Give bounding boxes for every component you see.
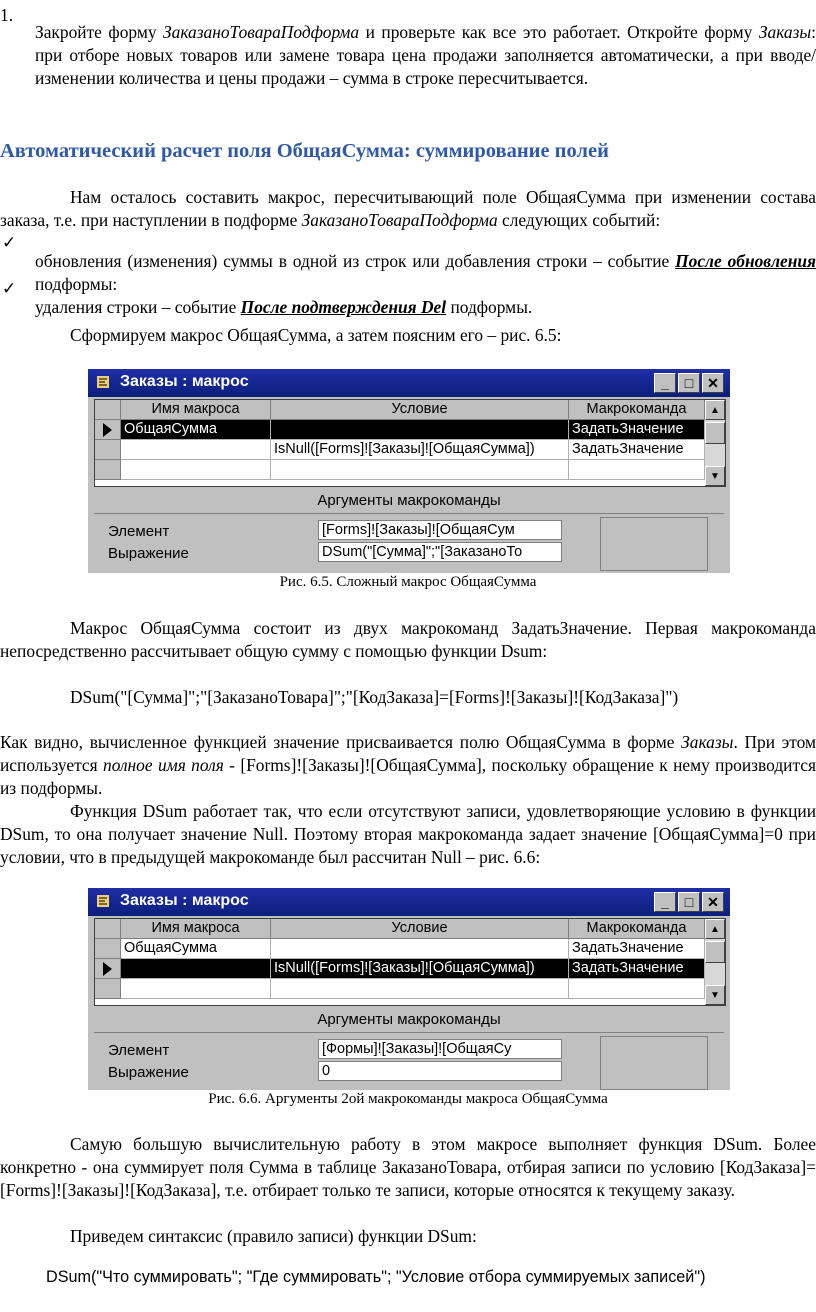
help-info-box (600, 1036, 708, 1090)
vertical-scrollbar[interactable] (705, 400, 725, 486)
argument-field-element[interactable]: [Формы]![Заказы]![ОбщаяСу (318, 1039, 562, 1059)
text-span: подформы: (35, 274, 118, 295)
row-selector[interactable] (95, 420, 121, 440)
italic-form-name: ЗаказаноТовараПодформа (163, 22, 360, 43)
bullet-1 (35, 250, 816, 296)
text-span: следующих событий: (497, 210, 661, 230)
macro-grid (94, 399, 726, 487)
help-info-box (600, 517, 708, 571)
section-heading: Автоматический расчет поля ОбщаяСумма: суммирование полей (0, 140, 609, 162)
current-row-arrow-icon (103, 962, 112, 976)
cell-condition[interactable]: IsNull([Forms]![Заказы]![ОбщаяСумма]) (271, 440, 569, 460)
macro-icon (96, 375, 110, 389)
cell-condition[interactable] (271, 939, 569, 959)
text-span: и проверьте как все это работает. Откройте форму (359, 22, 759, 43)
row-selector[interactable] (95, 440, 121, 460)
minimize-button[interactable]: _ (654, 373, 676, 393)
italic-term: полное имя поля (103, 755, 224, 775)
macro-window-fig-6-6 (88, 888, 730, 1090)
figure-caption: Рис. 6.5. Сложный макрос ОбщаяСумма (279, 574, 537, 590)
cell-command[interactable] (569, 979, 705, 999)
row-selector-header (95, 919, 121, 939)
row-selector-header (95, 400, 121, 420)
dsum-syntax: DSum("Что суммировать"; "Где суммировать"; "Условие отбора суммируемых записей") (46, 1268, 706, 1286)
figure-caption: Рис. 6.6. Аргументы 2ой макрокоманды макроса ОбщаяСумма (208, 1091, 608, 1107)
text-span: Как видно, вычисленное функцией значение присваивается полю ОбщаяСумма в форме (0, 732, 682, 752)
text-span: Закройте форму (35, 22, 164, 43)
maximize-button[interactable]: □ (678, 892, 700, 912)
list-item-text (35, 21, 816, 90)
cell-macro-name[interactable] (121, 460, 271, 480)
argument-field-element[interactable]: [Forms]![Заказы]![ОбщаяСум (318, 520, 562, 540)
paragraph-1 (0, 186, 816, 232)
scroll-down-icon[interactable]: ▼ (705, 985, 725, 1005)
macro-grid (94, 918, 726, 1006)
paragraph-2: Сформируем макрос ОбщаяСумма, а затем поясним его – рис. 6.5: (70, 325, 562, 345)
column-header-command: Макрокоманда (569, 919, 705, 939)
current-row-arrow-icon (103, 423, 112, 437)
paragraph-3: Макрос ОбщаяСумма состоит из двух макрокоманд ЗадатьЗначение. Первая макрокоманда непосредственно рассчитывает общую сумму с помощью функции Dsum: (0, 618, 816, 661)
text-span: подформы. (446, 297, 533, 318)
cell-command[interactable]: ЗадатьЗначение (569, 440, 705, 460)
scroll-up-icon[interactable]: ▲ (705, 400, 725, 420)
scroll-down-icon[interactable]: ▼ (705, 466, 725, 486)
scroll-thumb[interactable] (705, 941, 725, 963)
paragraph-5: Функция DSum работает так, что если отсутствуют записи, удовлетворяющие условию в функции DSum, то она получает значение Null. Поэтому вторая макрокоманда задает значение [ОбщаяСумма]=0 при условии, что в предыдущей макрокоманде был рассчитан Null – рис. 6.6: (0, 801, 816, 867)
maximize-button[interactable]: □ (678, 373, 700, 393)
text-span: : при отборе новых товаров или замене товара цена продажи заполняется автоматически, а при вводе/изменении количества и цены продажи – сумма в строке пересчитывается. (35, 22, 816, 89)
paragraph-4 (0, 731, 816, 800)
italic-form-name: Заказы (681, 732, 734, 752)
argument-field-expression[interactable]: DSum("[Сумма]";"[ЗаказаноТо (318, 542, 562, 562)
cell-macro-name[interactable]: ОбщаяСумма (121, 939, 271, 959)
column-header-condition: Условие (271, 400, 569, 420)
argument-label-element: Элемент (108, 1042, 170, 1059)
cell-condition[interactable] (271, 979, 569, 999)
paragraph-7: Приведем синтаксис (правило записи) функции DSum: (70, 1226, 477, 1246)
row-selector[interactable] (95, 460, 121, 480)
close-button[interactable]: ✕ (702, 892, 724, 912)
cell-macro-name[interactable] (121, 959, 271, 979)
argument-label-expression: Выражение (108, 1064, 189, 1081)
text-span: обновления (изменения) суммы в одной из строк или добавления строки – событие (35, 251, 676, 272)
close-button[interactable]: ✕ (702, 373, 724, 393)
window-title: Заказы : макрос (120, 892, 249, 909)
event-name: После обновления (675, 251, 816, 272)
scroll-thumb[interactable] (705, 422, 725, 444)
minimize-button[interactable]: _ (654, 892, 676, 912)
cell-macro-name[interactable] (121, 979, 271, 999)
column-header-condition: Условие (271, 919, 569, 939)
column-header-command: Макрокоманда (569, 400, 705, 420)
italic-form-name: ЗаказаноТовараПодформа (301, 210, 498, 230)
argument-label-expression: Выражение (108, 545, 189, 562)
arguments-section-title: Аргументы макрокоманды (94, 489, 724, 514)
text-span: удаления строки – событие (35, 297, 241, 318)
column-header-name: Имя макроса (121, 919, 271, 939)
cell-condition[interactable]: IsNull([Forms]![Заказы]![ОбщаяСумма]) (271, 959, 569, 979)
cell-command[interactable]: ЗадатьЗначение (569, 939, 705, 959)
text-span: Нам осталось составить макрос, пересчитывающий поле ОбщаяСумма при изменении состава заказа, т.е. при наступлении в подформе (0, 187, 816, 230)
window-titlebar (88, 369, 730, 397)
cell-command[interactable] (569, 460, 705, 480)
text-span: . При этом используется (0, 732, 816, 775)
cell-condition[interactable] (271, 460, 569, 480)
row-selector[interactable] (95, 979, 121, 999)
argument-label-element: Элемент (108, 523, 170, 540)
paragraph-6: Самую большую вычислительную работу в этом макросе выполняет функция DSum. Более конкретно - она суммирует поля Сумма в таблице ЗаказаноТовара, отбирая записи по условию [КодЗаказа]=[Forms]![Заказы]![КодЗаказа], т.е. отбирает только те записи, которые относятся к текущему заказу. (0, 1134, 816, 1200)
cell-condition[interactable] (271, 420, 569, 440)
row-selector[interactable] (95, 959, 121, 979)
checkmark-icon: ✓ (2, 233, 17, 252)
window-title: Заказы : макрос (120, 373, 249, 390)
scroll-up-icon[interactable]: ▲ (705, 919, 725, 939)
macro-icon (96, 894, 110, 908)
checkmark-icon: ✓ (2, 279, 17, 298)
cell-command[interactable]: ЗадатьЗначение (569, 420, 705, 440)
bullet-2 (35, 296, 816, 319)
arguments-section-title: Аргументы макрокоманды (94, 1008, 724, 1033)
column-header-name: Имя макроса (121, 400, 271, 420)
cell-macro-name[interactable] (121, 440, 271, 460)
event-name: После подтверждения Del (240, 297, 447, 318)
vertical-scrollbar[interactable] (705, 919, 725, 1005)
cell-command[interactable]: ЗадатьЗначение (569, 959, 705, 979)
list-number: 1. (0, 5, 14, 25)
italic-form-name: Заказы (758, 22, 812, 43)
dsum-formula: DSum("[Сумма]";"[ЗаказаноТовара]";"[КодЗаказа]=[Forms]![Заказы]![КодЗаказа]") (70, 687, 679, 707)
cell-macro-name[interactable]: ОбщаяСумма (121, 420, 271, 440)
window-titlebar (88, 888, 730, 916)
row-selector[interactable] (95, 939, 121, 959)
macro-window-fig-6-5 (88, 369, 730, 573)
text-span: - [Forms]![Заказы]![ОбщаяСумма], поскольку обращение к нему производится из подформы. (0, 755, 816, 798)
argument-field-expression[interactable]: 0 (318, 1061, 562, 1081)
